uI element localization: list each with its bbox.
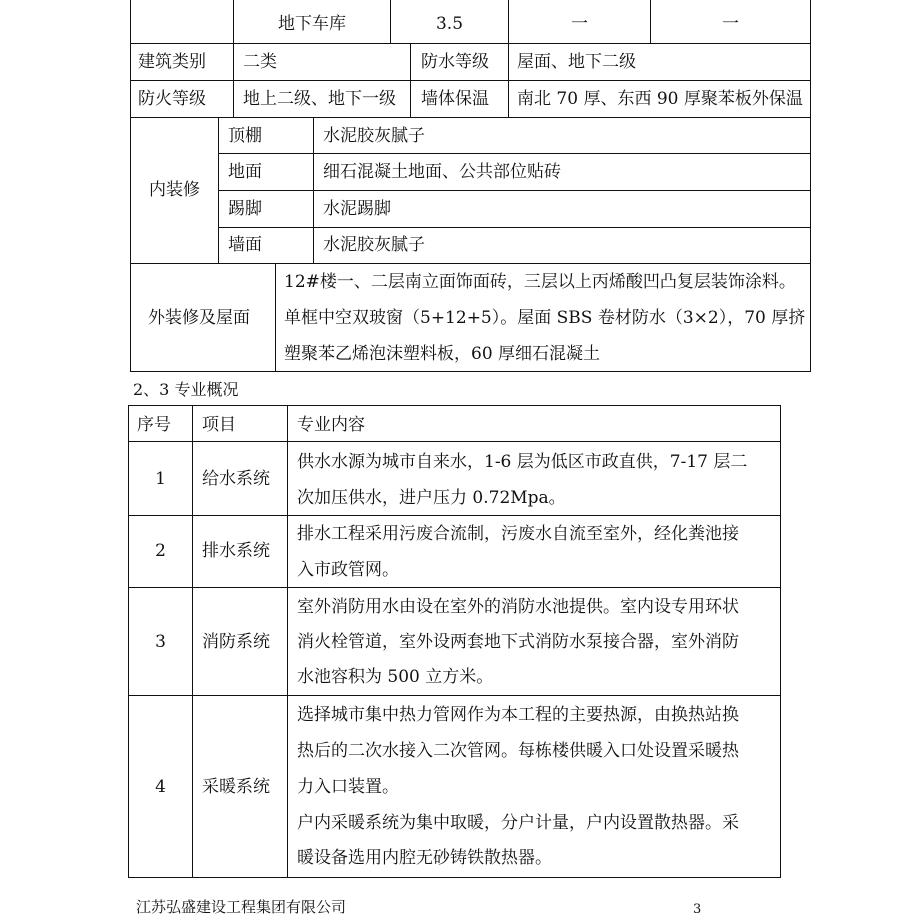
row-content-line: 户内采暖系统为集中取暖，分户计量，户内设置散热器。采 [297,813,739,833]
exterior-line: 塑聚苯乙烯泡沫塑料板，60 厚细石混凝土 [284,344,601,364]
row-content-line: 排水工程采用污废合流制，污废水自流至室外，经化粪池接 [297,524,739,544]
interior-item-value: 水泥胶灰腻子 [323,235,425,255]
row-item: 采暖系统 [202,777,270,797]
interior-item-name: 地面 [228,162,262,182]
category-value: 二类 [243,52,277,72]
row-item: 消防系统 [202,632,270,652]
header-no: 序号 [137,415,171,435]
category-label: 建筑类别 [138,52,206,72]
header-content: 专业内容 [297,415,365,435]
row-content-line: 力入口装置。 [297,777,399,797]
row-content-line: 热后的二次水接入二次管网。每栋楼供暖入口处设置采暖热 [297,741,739,761]
garage-value: 3.5 [435,14,464,34]
page-number: 3 [693,902,702,917]
row-item: 给水系统 [202,469,270,489]
section-heading: 2、3 专业概况 [133,380,239,399]
footer-company: 江苏弘盛建设工程集团有限公司 [136,898,347,916]
waterproof-value: 屋面、地下二级 [517,52,636,72]
header-item: 项目 [202,415,236,435]
row-content-line: 暖设备选用内腔无砂铸铁散热器。 [297,848,552,868]
row-content-line: 供水水源为城市自来水，1-6 层为低区市政直供，7-17 层二 [297,452,748,472]
row-no: 2 [155,541,166,561]
garage-col4: 一 [722,14,739,34]
row-item: 排水系统 [202,541,270,561]
row-content-line: 次加压供水，进户压力 0.72Mpa。 [297,488,566,508]
fire-value: 地上二级、地下一级 [243,89,396,109]
fire-label: 防火等级 [138,89,206,109]
interior-item-value: 水泥胶灰腻子 [323,126,425,146]
exterior-line: 12#楼一、二层南立面饰面砖，三层以上丙烯酸凹凸复层装饰涂料。 [284,272,796,292]
interior-item-value: 细石混凝土地面、公共部位贴砖 [323,162,561,182]
interior-item-value: 水泥踢脚 [323,199,391,219]
insulation-label: 墙体保温 [421,89,489,109]
row-no: 1 [155,469,166,489]
row-content-line: 入市政管网。 [297,560,399,580]
row-content-line: 消火栓管道，室外设两套地下式消防水泵接合器，室外消防 [297,632,739,652]
interior-label: 内装修 [149,180,200,200]
row-no: 4 [155,777,166,797]
row-content-line: 选择城市集中热力管网作为本工程的主要热源，由换热站换 [297,705,739,725]
interior-item-name: 墙面 [228,235,262,255]
interior-item-name: 踢脚 [228,199,262,219]
garage-col3: 一 [571,14,588,34]
row-content-line: 室外消防用水由设在室外的消防水池提供。室内设专用环状 [297,597,739,617]
exterior-line: 单框中空双玻窗（5+12+5）。屋面 SBS 卷材防水（3×2），70 厚挤 [284,308,806,328]
waterproof-label: 防水等级 [421,52,489,72]
row-no: 3 [155,632,166,652]
interior-item-name: 顶棚 [228,126,262,146]
exterior-label: 外装修及屋面 [148,308,250,328]
garage-label: 地下车库 [278,14,346,34]
insulation-value: 南北 70 厚、东西 90 厚聚苯板外保温 [517,89,803,109]
row-content-line: 水池容积为 500 立方米。 [297,667,494,687]
